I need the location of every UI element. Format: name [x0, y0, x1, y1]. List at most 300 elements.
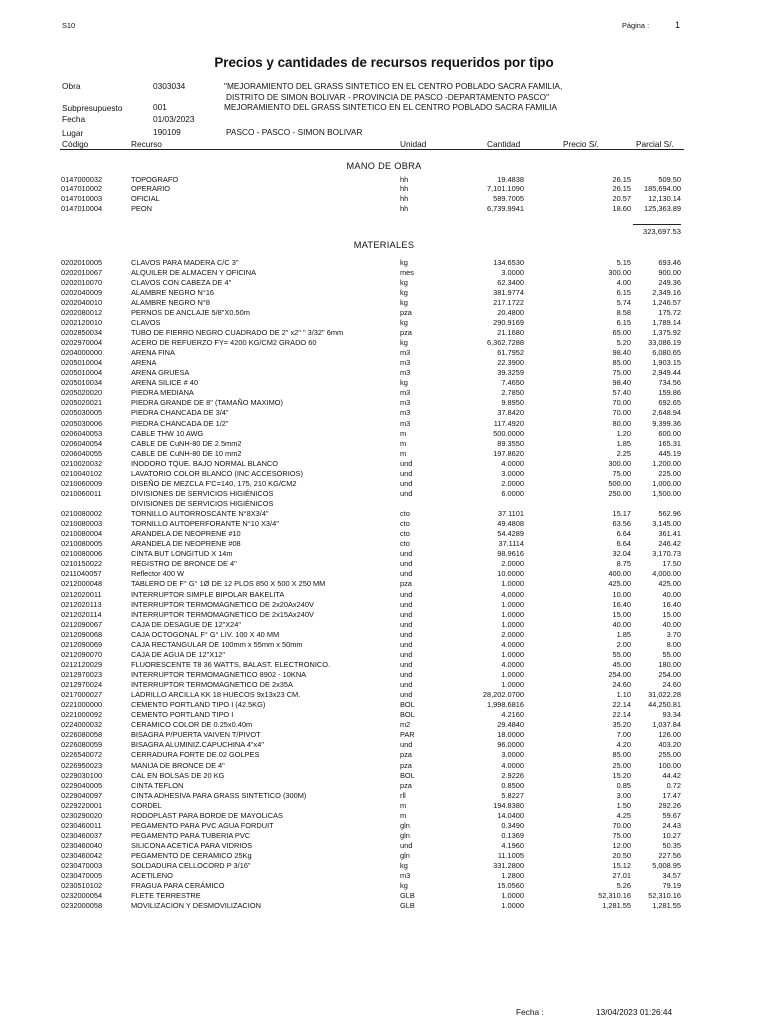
cell-parcial: 44,250.81 — [648, 700, 681, 710]
cell-codigo: 0210150022 — [61, 559, 103, 569]
col-cantidad: Cantidad — [487, 139, 521, 149]
cell-recurso: PEGAMENTO DE CERAMICO 25Kg — [131, 851, 252, 860]
cell-codigo: 0202040009 — [61, 287, 103, 297]
cell-recurso: LADRILLO ARCILLA KK 18 HUECOS 9x13x23 CM. — [131, 690, 301, 700]
page-number: 1 — [675, 20, 681, 30]
cell-recurso: CAJA DE AGUA DE 12"X12" — [131, 649, 225, 659]
cell-precio: 26.15 — [612, 174, 631, 184]
cell-precio: 35.20 — [612, 720, 631, 730]
cell-recurso: BISAGRA P/PUERTA VAIVEN T/PIVOT — [131, 730, 261, 740]
cell-unidad: hh — [400, 184, 409, 194]
cell-recurso: REGISTRO DE BRONCE DE 4" — [131, 559, 237, 569]
cell-cantidad: 62.3400 — [497, 277, 524, 287]
table-row — [0, 771, 768, 781]
cell-unidad: kg — [400, 861, 408, 871]
cell-parcial: 1,000.00 — [652, 478, 681, 488]
cell-codigo: 0202010070 — [61, 277, 103, 287]
cell-cantidad: 1.0000 — [501, 579, 524, 589]
cell-codigo: 0205020020 — [61, 388, 103, 398]
cell-parcial: 6,080.65 — [652, 348, 681, 357]
table-row — [0, 650, 768, 660]
cell-recurso: FLUORESCENTE T8 36 WATTS, BALAST. ELECTRONICO. — [131, 659, 331, 669]
cell-cantidad: 6,362.7288 — [487, 338, 524, 347]
obra-code: 0303034 — [153, 81, 186, 91]
cell-precio: 80.00 — [612, 418, 631, 428]
cell-parcial: 175.72 — [658, 307, 681, 317]
cell-unidad: und — [400, 569, 413, 579]
table-row — [0, 801, 768, 811]
cell-codigo: 0202010005 — [61, 257, 103, 267]
cell-codigo: 0212970024 — [61, 680, 103, 689]
cell-cantidad: 9.8950 — [501, 398, 524, 408]
cell-codigo: 0212020114 — [61, 609, 102, 619]
cell-cantidad: 3.0000 — [501, 750, 524, 760]
cell-codigo: 0205010004 — [61, 358, 103, 368]
cell-unidad: und — [400, 458, 413, 468]
cell-precio: 4.20 — [616, 740, 631, 750]
cell-codigo: 0230460037 — [61, 830, 103, 840]
cell-unidad: pza — [400, 760, 412, 770]
cell-codigo: 0202080012 — [61, 307, 103, 317]
cell-cantidad: 1,998.6816 — [487, 700, 524, 710]
table-row — [0, 318, 768, 328]
obra-line-1: "MEJORAMIENTO DEL GRASS SINTETICO EN EL CENTRO POBLADO SACRA FAMILIA, — [224, 81, 563, 91]
cell-parcial: 1,903.15 — [652, 358, 681, 368]
cell-unidad: und — [400, 468, 413, 478]
cell-cantidad: 10.0000 — [497, 569, 524, 579]
table-row — [0, 338, 768, 348]
table-row — [0, 184, 768, 194]
cell-precio: 25.00 — [612, 760, 631, 770]
cell-unidad: m3 — [400, 871, 411, 881]
cell-parcial: 17.50 — [662, 559, 681, 569]
table-row — [0, 690, 768, 700]
cell-codigo: 0210080003 — [61, 519, 103, 529]
cell-cantidad: 117.4920 — [493, 418, 524, 428]
table-row — [0, 901, 768, 911]
table-row — [0, 549, 768, 559]
fecha-label: Fecha — [62, 114, 86, 124]
cell-unidad: m3 — [400, 388, 411, 398]
cell-unidad: GLB — [400, 901, 415, 911]
cell-unidad: gln — [400, 830, 410, 840]
cell-parcial: 254.00 — [658, 670, 681, 679]
cell-parcial: 180.00 — [658, 659, 681, 669]
subtotal-rule — [633, 224, 681, 225]
cell-recurso: OPERARIO — [131, 184, 171, 194]
cell-unidad: m2 — [400, 720, 411, 730]
cell-parcial: 55.00 — [662, 649, 681, 659]
cell-codigo: 0230510102 — [61, 881, 103, 891]
cell-unidad: m3 — [400, 418, 411, 428]
cell-precio: 6.15 — [616, 287, 631, 297]
table-row — [0, 479, 768, 489]
table-row — [0, 509, 768, 519]
cell-unidad: und — [400, 559, 413, 569]
section-title-materiales: MATERIALES — [353, 240, 415, 250]
cell-parcial: 255.00 — [658, 750, 681, 760]
table-row — [0, 278, 768, 288]
cell-codigo: 0212970023 — [61, 670, 103, 679]
cell-recurso: PEGAMENTO PARA PVC AGUA FORDUIT — [131, 820, 274, 830]
cell-parcial: 165.31 — [658, 438, 681, 448]
cell-parcial: 225.00 — [658, 468, 681, 478]
table-row — [0, 891, 768, 901]
cell-unidad: und — [400, 649, 413, 659]
table-row — [0, 328, 768, 338]
cell-parcial: 33,086.19 — [648, 338, 681, 347]
cell-recurso: CINTA TEFLON — [131, 780, 184, 790]
obra-label: Obra — [62, 81, 81, 91]
cell-parcial: 1,789.14 — [652, 317, 681, 327]
cell-cantidad: 14.0400 — [497, 810, 524, 820]
cell-codigo: 0147010004 — [61, 204, 103, 214]
cell-cantidad: 15.0560 — [497, 881, 524, 891]
cell-cantidad: 500.0000 — [493, 428, 524, 438]
col-precio: Precio S/. — [563, 139, 599, 149]
cell-parcial: 1,246.57 — [652, 297, 681, 307]
cell-parcial: 59.67 — [662, 810, 681, 820]
table-row — [0, 459, 768, 469]
table-row — [0, 730, 768, 740]
cell-recurso: BISAGRA ALUMINIZ.CAPUCHINA 4"x4" — [131, 740, 264, 750]
cell-codigo: 0230460042 — [61, 851, 103, 860]
cell-codigo: 0210060011 — [61, 488, 102, 498]
cell-unidad: kg — [400, 317, 408, 327]
cell-precio: 8.75 — [616, 559, 631, 569]
cell-precio: 75.00 — [612, 468, 631, 478]
cell-codigo: 0217000027 — [61, 690, 103, 700]
cell-codigo: 0229040005 — [61, 780, 103, 790]
cell-parcial: 403.20 — [658, 740, 681, 750]
cell-parcial: 126.00 — [658, 730, 681, 740]
cell-recurso: FRAGUA PARA CERÁMICO — [131, 881, 225, 891]
cell-precio: 5.20 — [616, 338, 631, 347]
cell-codigo: 0202010067 — [61, 267, 103, 277]
cell-cantidad: 1.0000 — [501, 609, 524, 619]
cell-parcial: 246.42 — [658, 539, 681, 549]
cell-recurso: RODOPLAST PARA BORDE DE MAYOLICAS — [131, 810, 283, 820]
cell-parcial: 100.00 — [658, 760, 681, 770]
cell-parcial: 361.41 — [658, 529, 681, 539]
table-row — [0, 489, 768, 499]
cell-cantidad: 22.3900 — [497, 358, 524, 368]
cell-codigo: 0205030006 — [61, 418, 103, 428]
cell-cantidad: 29.4840 — [497, 720, 524, 730]
cell-parcial: 1,200.00 — [652, 458, 681, 468]
cell-unidad: m3 — [400, 408, 411, 418]
cell-unidad: m — [400, 448, 407, 458]
cell-codigo: 0210080006 — [61, 549, 103, 559]
cell-precio: 85.00 — [612, 750, 631, 760]
cell-recurso: MOVILIZACION Y DESMOVILIZACION — [131, 901, 261, 911]
table-row — [0, 579, 768, 589]
cell-precio: 65.00 — [612, 327, 631, 337]
cell-unidad: und — [400, 589, 413, 599]
cell-unidad: kg — [400, 881, 408, 891]
cell-unidad: und — [400, 619, 413, 629]
table-row — [0, 600, 768, 610]
cell-codigo: 0212090069 — [61, 639, 103, 649]
table-row — [0, 761, 768, 771]
cell-cantidad: 3.0000 — [501, 267, 524, 277]
table-row — [0, 358, 768, 368]
cell-unidad: hh — [400, 174, 409, 184]
cell-precio: 1.10 — [616, 690, 631, 700]
cell-unidad: m3 — [400, 358, 411, 368]
table-row — [0, 670, 768, 680]
table-row — [0, 308, 768, 318]
lugar-desc: PASCO - PASCO - SIMON BOLIVAR — [226, 127, 363, 137]
cell-parcial: 4,000.00 — [652, 569, 681, 579]
cell-recurso: LAVATORIO COLOR BLANCO (INC ACCESORIOS) — [131, 468, 303, 478]
cell-precio: 7.00 — [616, 730, 631, 740]
cell-precio: 4.00 — [616, 277, 631, 287]
cell-precio: 75.00 — [612, 368, 631, 378]
cell-precio: 16.40 — [612, 599, 631, 609]
cell-precio: 300.00 — [608, 458, 631, 468]
cell-codigo: 0230470003 — [61, 861, 103, 871]
cell-codigo: 0205010004 — [61, 368, 103, 378]
cell-unidad: rll — [400, 790, 406, 800]
cell-recurso: ARENA GRUESA — [131, 368, 190, 378]
cell-cantidad: 4.0000 — [501, 458, 524, 468]
cell-parcial: 1,375.92 — [652, 327, 681, 337]
cell-unidad: gln — [400, 820, 410, 830]
cell-recurso: PEON — [131, 204, 152, 214]
cell-unidad: cto — [400, 529, 410, 539]
cell-unidad: und — [400, 488, 413, 498]
cell-precio: 6.64 — [616, 539, 631, 549]
footer-fecha-value: 13/04/2023 01:26:44 — [596, 1007, 673, 1017]
cell-precio: 300.00 — [608, 267, 631, 277]
cell-recurso: DISEÑO DE MEZCLA F'C=140, 175, 210 KG/CM2 — [131, 478, 297, 488]
table-row — [0, 720, 768, 730]
cell-codigo: 0221000092 — [61, 710, 103, 720]
cell-recurso: ARENA FINA — [131, 348, 175, 357]
cell-cantidad: 290.9169 — [493, 317, 524, 327]
cell-precio: 1.20 — [616, 428, 631, 438]
table-row — [0, 610, 768, 620]
cell-precio: 5.74 — [616, 297, 631, 307]
subtotal-mano-de-obra: 323,697.53 — [642, 227, 681, 236]
cell-precio: 4.25 — [616, 810, 631, 820]
cell-unidad: m — [400, 800, 407, 810]
table-row — [0, 398, 768, 408]
cell-unidad: cto — [400, 539, 410, 549]
col-parcial: Parcial S/. — [636, 139, 674, 149]
cell-precio: 254.00 — [608, 670, 631, 679]
cell-precio: 98.40 — [612, 348, 631, 357]
subpresupuesto-label: Subpresupuesto — [62, 103, 123, 113]
cell-recurso: TABLERO DE F° G° 1Ø DE 12 PLOS 850 X 500 X 250 MM — [131, 579, 326, 589]
cell-recurso: INTERRUPTOR TERMOMAGNETICO 8902 - 10KNA — [131, 670, 307, 679]
cell-cantidad: 2.0000 — [501, 478, 524, 488]
cell-cantidad: 1.0000 — [501, 670, 524, 679]
cell-codigo: 0226080059 — [61, 740, 103, 750]
cell-codigo: 0205030005 — [61, 408, 103, 418]
cell-cantidad: 49.4808 — [497, 519, 524, 529]
cell-recurso: TOPOGRAFO — [131, 174, 179, 184]
table-row — [0, 660, 768, 670]
cell-precio: 0.85 — [616, 780, 631, 790]
cell-cantidad: 0.8500 — [501, 780, 524, 790]
cell-codigo: 0226540072 — [61, 750, 103, 760]
cell-cantidad: 1.0000 — [501, 649, 524, 659]
table-row — [0, 268, 768, 278]
cell-recurso: CERAMICO COLOR DE 0.25x0.40m — [131, 720, 253, 730]
cell-parcial: 50.35 — [662, 841, 681, 850]
table-row — [0, 449, 768, 459]
cell-cantidad: 0.3490 — [501, 820, 524, 830]
cell-precio: 45.00 — [612, 659, 631, 669]
cell-recurso: CLAVOS PARA MADERA C/C 3" — [131, 257, 239, 267]
cell-codigo: 0147000032 — [61, 174, 103, 184]
cell-recurso: INODORO TQUE. BAJO NORMAL BLANCO — [131, 458, 279, 468]
table-row — [0, 529, 768, 539]
lugar-label: Lugar — [62, 128, 84, 138]
cell-cantidad: 89.3550 — [497, 438, 524, 448]
cell-unidad: GLB — [400, 891, 415, 901]
table-row — [0, 700, 768, 710]
cell-precio: 57.40 — [612, 388, 631, 398]
cell-cantidad: 1.2800 — [501, 871, 524, 881]
cell-parcial: 249.36 — [658, 277, 681, 287]
cell-unidad: und — [400, 609, 413, 619]
cell-parcial: 159.86 — [658, 388, 681, 398]
table-row — [0, 539, 768, 549]
cell-parcial: 16.40 — [662, 599, 681, 609]
cell-precio: 52,310.16 — [598, 891, 631, 901]
cell-codigo: 0212020011 — [61, 589, 102, 599]
table-row — [0, 680, 768, 690]
cell-unidad: m3 — [400, 348, 411, 357]
cell-codigo: 0230460011 — [61, 820, 102, 830]
table-row — [0, 791, 768, 801]
cell-precio: 98.40 — [612, 378, 631, 388]
cell-precio: 400.00 — [608, 569, 631, 579]
cell-unidad: und — [400, 841, 413, 850]
cell-precio: 20.57 — [612, 194, 631, 204]
table-row — [0, 851, 768, 861]
cell-cantidad: 1.0000 — [501, 599, 524, 609]
cell-precio: 500.00 — [608, 478, 631, 488]
cell-unidad: kg — [400, 297, 408, 307]
cell-recurso: CINTA BUT LONGITUD X 14m — [131, 549, 233, 559]
cell-cantidad: 20.4800 — [497, 307, 524, 317]
cell-recurso: ARENA — [131, 358, 157, 368]
cell-cantidad: 217.1722 — [493, 297, 524, 307]
cell-codigo: 0224000032 — [61, 720, 103, 730]
table-row — [0, 630, 768, 640]
cell-recurso: Reflector 400 W — [131, 569, 184, 579]
cell-parcial: 1,281.55 — [652, 901, 681, 911]
cell-unidad: kg — [400, 287, 408, 297]
fecha-value: 01/03/2023 — [153, 114, 195, 124]
cell-parcial: 2,349.16 — [652, 287, 681, 297]
cell-recurso: FLETE TERRESTRE — [131, 891, 201, 901]
cell-cantidad: 2.0000 — [501, 629, 524, 639]
cell-recurso: SOLDADURA CELLOCORD P 3/16" — [131, 861, 251, 871]
cell-cantidad: 0.1369 — [501, 830, 524, 840]
cell-precio: 5.15 — [616, 257, 631, 267]
cell-recurso: TORNILLO AUTOPERFORANTE N°10 X3/4" — [131, 519, 279, 529]
col-unidad: Unidad — [400, 139, 427, 149]
cell-parcial: 12,130.14 — [648, 194, 681, 204]
cell-cantidad: 4.1960 — [501, 841, 524, 850]
cell-parcial: 44.42 — [662, 770, 681, 780]
cell-recurso: CABLE THW 10 AWG — [131, 428, 204, 438]
cell-codigo: 0226080058 — [61, 730, 103, 740]
cell-recurso: ACETILENO — [131, 871, 173, 881]
cell-precio: 15.12 — [612, 861, 631, 871]
cell-recurso: CORDEL — [131, 800, 162, 810]
cell-codigo: 0147010003 — [61, 194, 103, 204]
cell-recurso: PERNOS DE ANCLAJE 5/8"X0.50m — [131, 307, 250, 317]
cell-recurso: TORNILLO AUTORROSCANTE N°8X3/4" — [131, 509, 269, 518]
cell-parcial: 227.56 — [658, 851, 681, 860]
cell-precio: 63.56 — [612, 519, 631, 529]
table-row — [0, 750, 768, 760]
cell-cantidad: 2.7850 — [501, 388, 524, 398]
cell-recurso: DIVISIONES DE SERVICIOS HIGIÉNICOS — [131, 498, 274, 508]
cell-cantidad: 331.2800 — [493, 861, 524, 871]
cell-cantidad: 1.0000 — [501, 901, 524, 911]
cell-cantidad: 7,101.1090 — [487, 184, 524, 194]
page-label: Página : — [622, 21, 650, 30]
cell-precio: 70.00 — [612, 408, 631, 418]
cell-recurso: INTERRUPTOR SIMPLE BIPOLAR BAKELITA — [131, 589, 285, 599]
cell-parcial: 10.27 — [662, 830, 681, 840]
cell-unidad: hh — [400, 204, 409, 214]
cell-parcial: 93.34 — [662, 710, 681, 720]
cell-codigo: 0229220001 — [61, 800, 103, 810]
table-row — [0, 781, 768, 791]
cell-precio: 3.00 — [616, 790, 631, 800]
cell-unidad: mes — [400, 267, 414, 277]
cell-codigo: 0205010034 — [61, 378, 103, 388]
cell-parcial: 562.96 — [658, 509, 681, 518]
cell-codigo: 0212120029 — [61, 659, 103, 669]
cell-parcial: 693.46 — [658, 257, 681, 267]
obra-line-2: DISTRITO DE SIMON BOLIVAR - PROVINCIA DE PASCO -DEPARTAMENTO PASCO" — [226, 92, 550, 102]
cell-cantidad: 1.0000 — [501, 891, 524, 901]
cell-unidad: und — [400, 740, 413, 750]
cell-unidad: BOL — [400, 770, 415, 780]
cell-cantidad: 197.8620 — [493, 448, 524, 458]
table-row — [0, 204, 768, 214]
cell-cantidad: 11.1005 — [497, 851, 524, 860]
cell-parcial: 40.00 — [662, 589, 681, 599]
cell-codigo: 0232000058 — [61, 901, 103, 911]
cell-precio: 10.00 — [612, 589, 631, 599]
cell-recurso: ALQUILER DE ALMACEN Y OFICINA — [131, 267, 256, 277]
table-row — [0, 881, 768, 891]
cell-unidad: pza — [400, 307, 412, 317]
cell-cantidad: 4.2160 — [501, 710, 524, 720]
cell-codigo: 0230290020 — [61, 810, 103, 820]
cell-parcial: 2,949.44 — [652, 368, 681, 378]
cell-recurso: MANIJA DE BRONCE DE 4" — [131, 760, 225, 770]
cell-recurso: PEGAMENTO PARA TUBERIA PVC — [131, 830, 251, 840]
cell-precio: 20.50 — [612, 851, 631, 860]
cell-codigo: 0210080005 — [61, 539, 103, 549]
cell-cantidad: 4.0000 — [501, 589, 524, 599]
cell-parcial: 0.72 — [666, 780, 681, 790]
cell-unidad: und — [400, 670, 413, 679]
cell-parcial: 5,008.95 — [652, 861, 681, 871]
cell-unidad: und — [400, 639, 413, 649]
